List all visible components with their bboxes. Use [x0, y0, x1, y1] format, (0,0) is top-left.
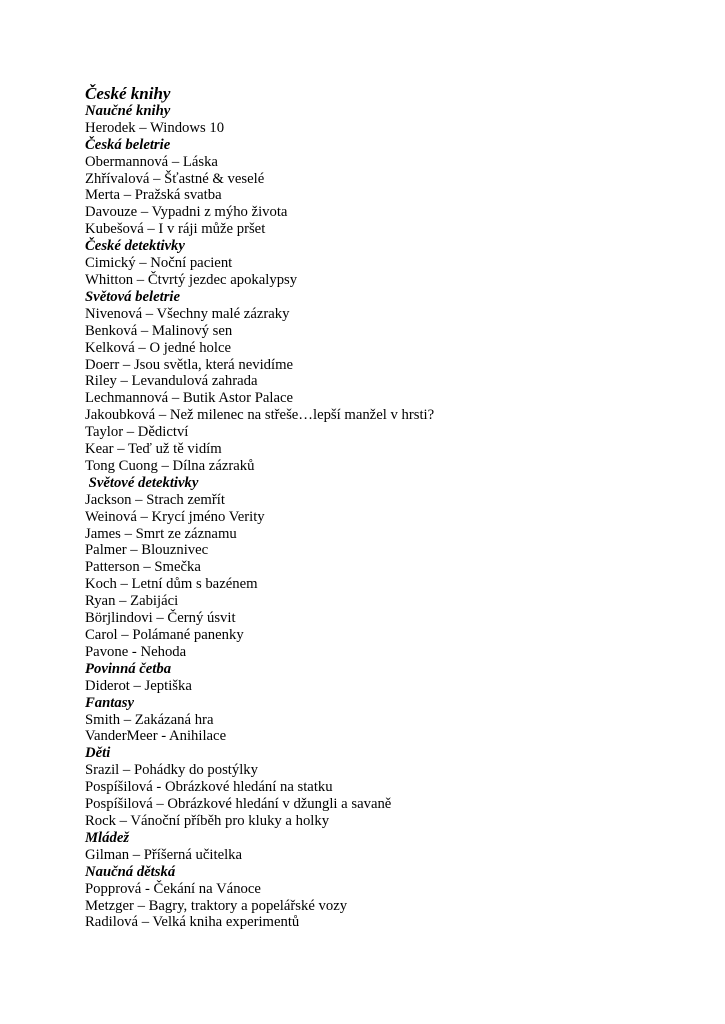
- book-entry: Jackson – Strach zemřít: [85, 491, 225, 508]
- section-heading: Naučné knihy: [85, 102, 171, 119]
- section-heading: Mládež: [85, 829, 130, 846]
- book-entry: Rock – Vánoční příběh pro kluky a holky: [85, 812, 330, 829]
- book-entry: Davouze – Vypadni z mýho života: [85, 204, 288, 221]
- book-entry: VanderMeer - Anihilace: [85, 728, 227, 745]
- book-entry: Ryan – Zabijáci: [85, 593, 179, 610]
- section-heading: Naučná dětská: [85, 863, 176, 880]
- book-entry: Weinová – Krycí jméno Verity: [85, 508, 265, 525]
- book-entry: Pavone - Nehoda: [85, 643, 187, 660]
- section-heading: Děti: [85, 745, 111, 762]
- document-content: [85, 86, 695, 931]
- book-entry: Pospíšilová - Obrázkové hledání na statku: [85, 779, 333, 796]
- section-heading: Povinná četba: [85, 660, 172, 677]
- book-entry: Pospíšilová – Obrázkové hledání v džungli a savaně: [85, 796, 392, 813]
- book-entry: Benková – Malinový sen: [85, 322, 233, 339]
- book-entry: Srazil – Pohádky do postýlky: [85, 762, 258, 779]
- book-entry: Kubešová – I v ráji může pršet: [85, 221, 266, 238]
- section-heading: Fantasy: [85, 694, 134, 711]
- book-entry: Kear – Teď už tě vidím: [85, 441, 222, 458]
- book-entry: Smith – Zakázaná hra: [85, 711, 214, 728]
- book-entry: Diderot – Jeptiška: [85, 677, 192, 694]
- book-entry: Taylor – Dědictví: [85, 424, 189, 441]
- book-entry: Popprová - Čekání na Vánoce: [85, 880, 261, 897]
- book-entry: Tong Cuong – Dílna zázraků: [85, 457, 255, 474]
- book-entry: Zhřívalová – Šťastné & veselé: [85, 170, 265, 187]
- book-entry: Lechmannová – Butik Astor Palace: [85, 390, 294, 407]
- book-entry: Jakoubková – Než milenec na střeše…lepší manžel v hrsti?: [85, 407, 435, 424]
- section-heading: Světové detektivky: [85, 474, 199, 491]
- book-entry: Merta – Pražská svatba: [85, 187, 222, 204]
- book-entry: Obermannová – Láska: [85, 153, 218, 170]
- section-heading: České detektivky: [85, 238, 185, 255]
- book-entry: Radilová – Velká kniha experimentů: [85, 914, 300, 931]
- book-entry: Börjlindovi – Černý úsvit: [85, 610, 236, 627]
- section-heading: Světová beletrie: [85, 288, 181, 305]
- book-entry: James – Smrt ze záznamu: [85, 525, 237, 542]
- book-entry: Patterson – Smečka: [85, 559, 201, 576]
- section-heading: Česká beletrie: [85, 136, 171, 153]
- book-entry: Cimický – Noční pacient: [85, 255, 233, 272]
- book-entry: Herodek – Windows 10: [85, 119, 225, 136]
- book-entry: Gilman – Příšerná učitelka: [85, 846, 243, 863]
- document-title: České knihy: [85, 84, 171, 103]
- book-entry: Koch – Letní dům s bazénem: [85, 576, 258, 593]
- book-entry: Metzger – Bagry, traktory a popelářské vozy: [85, 897, 348, 914]
- book-entry: Carol – Polámané panenky: [85, 627, 244, 643]
- book-entry: Doerr – Jsou světla, která nevidíme: [85, 356, 294, 373]
- book-entry: Whitton – Čtvrtý jezdec apokalypsy: [85, 271, 298, 288]
- book-entry: Palmer – Blouznivec: [85, 542, 209, 559]
- book-entry: Nivenová – Všechny malé zázraky: [85, 305, 290, 322]
- book-list: [85, 103, 695, 931]
- book-entry: Riley – Levandulová zahrada: [85, 373, 258, 390]
- book-entry: Kelková – O jedné holce: [85, 339, 232, 356]
